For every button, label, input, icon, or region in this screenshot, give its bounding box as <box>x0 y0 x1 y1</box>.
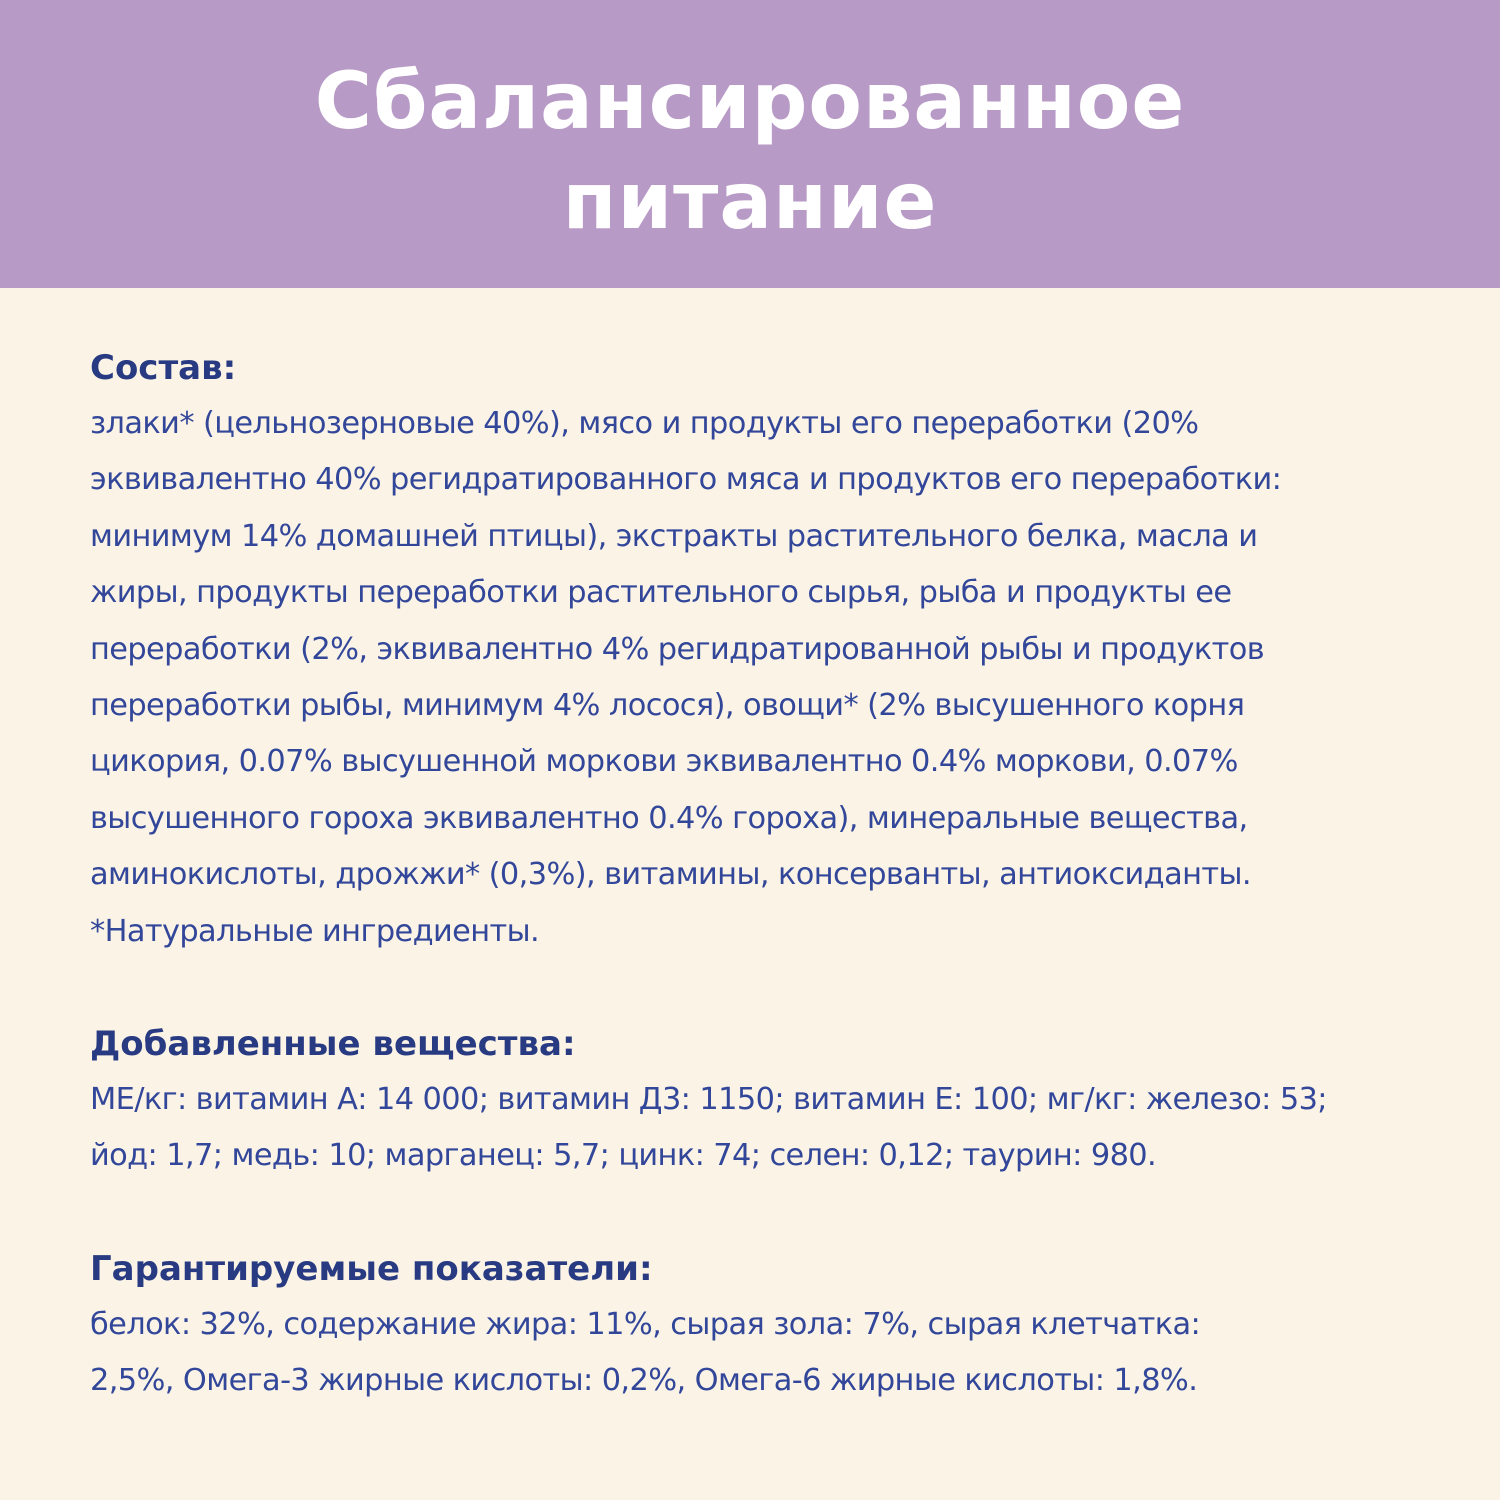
guaranteed-section <box>90 1241 1460 1410</box>
composition-line: переработки (2%, эквивалентно 4% регидратированной рыбы и продуктов <box>90 631 1265 667</box>
composition-line: цикория, 0.07% высушенной моркови эквивалентно 0.4% моркови, 0.07% <box>90 744 1238 780</box>
title-line-2: питание <box>562 157 938 247</box>
guaranteed-text <box>90 1297 1460 1410</box>
guaranteed-line: 2,5%, Омега-3 жирные кислоты: 0,2%, Омега-6 жирные кислоты: 1,8%. <box>90 1363 1198 1399</box>
guaranteed-heading: Гарантируемые показатели: <box>90 1248 653 1289</box>
header-banner <box>0 0 1500 288</box>
additives-line: МЕ/кг: витамин А: 14 000; витамин Д3: 1150; витамин Е: 100; мг/кг: железо: 53; <box>90 1082 1327 1118</box>
composition-line: жиры, продукты переработки растительного сырья, рыба и продукты ее <box>90 575 1232 611</box>
guaranteed-line: белок: 32%, содержание жира: 11%, сырая зола: 7%, сырая клетчатка: <box>90 1306 1201 1342</box>
additives-text <box>90 1072 1460 1185</box>
content-area <box>90 340 1460 1410</box>
page-title <box>0 52 1500 252</box>
composition-section <box>90 340 1460 960</box>
title-line-1: Сбалансированное <box>314 57 1186 147</box>
composition-line: эквивалентно 40% регидратированного мяса и продуктов его переработки: <box>90 462 1282 498</box>
additives-section <box>90 1016 1460 1185</box>
composition-line: минимум 14% домашней птицы), экстракты растительного белка, масла и <box>90 518 1258 554</box>
composition-footnote: *Натуральные ингредиенты. <box>90 913 540 949</box>
composition-text <box>90 396 1460 960</box>
composition-line: злаки* (цельнозерновые 40%), мясо и продукты его переработки (20% <box>90 406 1199 441</box>
additives-line: йод: 1,7; медь: 10; марганец: 5,7; цинк: 74; селен: 0,12; таурин: 980. <box>90 1138 1157 1174</box>
composition-line: высушенного гороха эквивалентно 0.4% гороха), минеральные вещества, <box>90 800 1248 836</box>
additives-heading: Добавленные вещества: <box>90 1024 576 1065</box>
composition-line: переработки рыбы, минимум 4% лосося), овощи* (2% высушенного корня <box>90 688 1245 724</box>
composition-line: аминокислоты, дрожжи* (0,3%), витамины, консерванты, антиоксиданты. <box>90 857 1251 893</box>
composition-heading: Состав: <box>90 348 237 388</box>
